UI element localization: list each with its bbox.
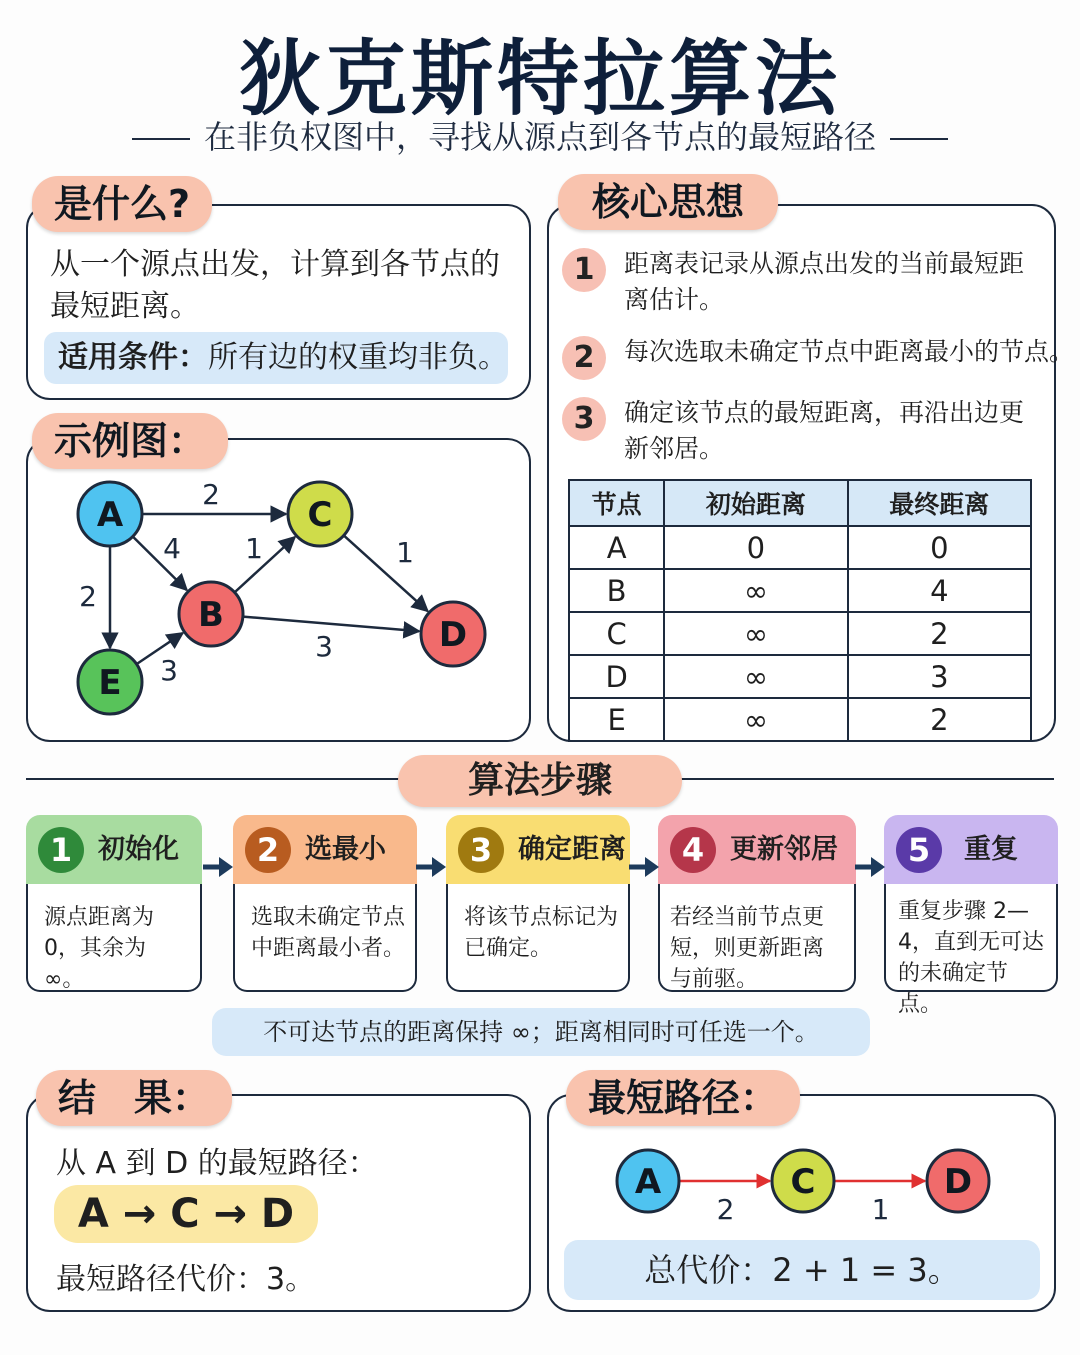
step-1-body: 源点距离为 0，其余为 ∞。	[26, 884, 202, 992]
shortest-path-diagram	[547, 1130, 1056, 1230]
step-3-number: 3	[458, 827, 504, 873]
table-header-row	[569, 480, 1031, 526]
step-2-number: 2	[245, 827, 291, 873]
example-heading: 示例图：	[32, 413, 228, 469]
table-cell: ∞	[664, 698, 847, 741]
core-text-2: 每次选取未确定节点中距离最小的节点。	[624, 337, 1075, 366]
step-2-header	[233, 815, 417, 885]
node-label-D: D	[438, 615, 468, 655]
edge-B-C	[235, 537, 295, 592]
example-graph	[26, 438, 531, 742]
edge-weight-B-C: 1	[245, 532, 263, 565]
table-cell: E	[569, 698, 664, 741]
edge-weight-E-B: 3	[160, 654, 178, 687]
table-cell: C	[569, 612, 664, 655]
steps-heading: 算法步骤	[398, 755, 682, 807]
step-4-header	[658, 815, 856, 885]
table-cell: 4	[848, 569, 1031, 612]
subtitle-left-dash	[132, 138, 190, 140]
step-1-number: 1	[38, 827, 84, 873]
page-subtitle	[0, 112, 1080, 158]
result-path: A → C → D	[54, 1185, 318, 1243]
table-cell: A	[569, 526, 664, 569]
step-5-label: 重复	[964, 834, 1018, 865]
table-row	[569, 698, 1031, 741]
step-3-header	[446, 815, 630, 885]
path-node-label-C: C	[790, 1162, 816, 1202]
edge-C-D	[344, 535, 428, 611]
table-header: 节点	[569, 480, 664, 526]
condition-text: 所有边的权重均非负。	[208, 340, 508, 375]
shortest-heading: 最短路径：	[566, 1070, 800, 1126]
result-line1: 从 A 到 D 的最短路径：	[56, 1146, 378, 1181]
step-3-body: 将该节点标记为已确定。	[446, 884, 630, 992]
table-row	[569, 612, 1031, 655]
table-cell: 3	[848, 655, 1031, 698]
table-cell: 2	[848, 612, 1031, 655]
table-header: 最终距离	[848, 480, 1031, 526]
step-3-label: 确定距离	[518, 834, 626, 865]
steps-note: 不可达节点的距离保持 ∞；距离相同时可任选一个。	[212, 1008, 870, 1056]
core-item-2	[562, 334, 1075, 375]
condition-box	[44, 332, 508, 384]
core-num-1: 1	[562, 248, 606, 292]
step-2-body: 选取未确定节点中距离最小者。	[233, 884, 417, 992]
edge-B-D	[243, 617, 419, 632]
subtitle-text: 在非负权图中，寻找从源点到各节点的最短路径	[203, 118, 876, 156]
core-item-3	[562, 395, 1047, 467]
node-label-E: E	[98, 663, 122, 703]
table-cell: B	[569, 569, 664, 612]
step-5-number: 5	[896, 827, 942, 873]
condition-label: 适用条件：	[58, 340, 208, 375]
table-cell: 0	[664, 526, 847, 569]
table-cell: 0	[848, 526, 1031, 569]
what-text: 从一个源点出发，计算到各节点的最短距离。	[50, 247, 500, 324]
node-label-A: A	[96, 495, 124, 535]
step-2-label: 选最小	[305, 834, 386, 865]
result-line2: 最短路径代价：3。	[56, 1262, 316, 1297]
table-row	[569, 655, 1031, 698]
path-edge-weight: 2	[716, 1193, 735, 1226]
step-arrow-icon	[853, 852, 887, 882]
core-text-3: 确定该节点的最短距离，再沿出边更新邻居。	[624, 398, 1025, 463]
core-num-3: 3	[562, 397, 606, 441]
core-heading: 核心思想	[558, 174, 778, 230]
step-arrow-icon	[414, 852, 448, 882]
step-5-header	[884, 815, 1058, 885]
core-text-1: 距离表记录从源点出发的当前最短距离估计。	[624, 249, 1025, 314]
step-arrow-icon	[201, 852, 235, 882]
step-arrow-icon	[627, 852, 661, 882]
page-title: 狄克斯特拉算法	[238, 32, 841, 127]
core-num-2: 2	[562, 336, 606, 380]
table-cell: ∞	[664, 655, 847, 698]
table-cell: 2	[848, 698, 1031, 741]
path-edge-weight: 1	[871, 1193, 890, 1226]
step-4-body: 若经当前节点更短，则更新距离与前驱。	[658, 884, 856, 992]
table-cell: D	[569, 655, 664, 698]
what-heading: 是什么?	[32, 176, 212, 232]
table-cell: ∞	[664, 569, 847, 612]
edge-weight-C-D: 1	[396, 536, 414, 569]
edge-weight-A-B: 4	[163, 532, 181, 565]
subtitle-right-dash	[890, 138, 948, 140]
step-4-label: 更新邻居	[730, 834, 838, 865]
table-row	[569, 569, 1031, 612]
table-row	[569, 526, 1031, 569]
core-item-1	[562, 246, 1047, 318]
path-node-label-D: D	[943, 1162, 973, 1202]
total-cost: 总代价：2 + 1 = 3。	[564, 1240, 1040, 1300]
edge-weight-A-E: 2	[79, 580, 97, 613]
result-heading: 结 果：	[36, 1070, 232, 1126]
node-label-B: B	[198, 595, 224, 635]
edge-weight-A-C: 2	[202, 478, 220, 511]
edge-weight-B-D: 3	[315, 630, 333, 663]
step-1-label: 初始化	[98, 834, 179, 865]
table-header: 初始距离	[664, 480, 847, 526]
node-label-C: C	[307, 495, 333, 535]
distance-table	[568, 479, 1032, 742]
step-4-number: 4	[670, 827, 716, 873]
table-cell: ∞	[664, 612, 847, 655]
step-5-body: 重复步骤 2—4，直到无可达的未确定节点。	[884, 884, 1058, 992]
path-node-label-A: A	[634, 1162, 662, 1202]
step-1-header	[26, 815, 202, 885]
